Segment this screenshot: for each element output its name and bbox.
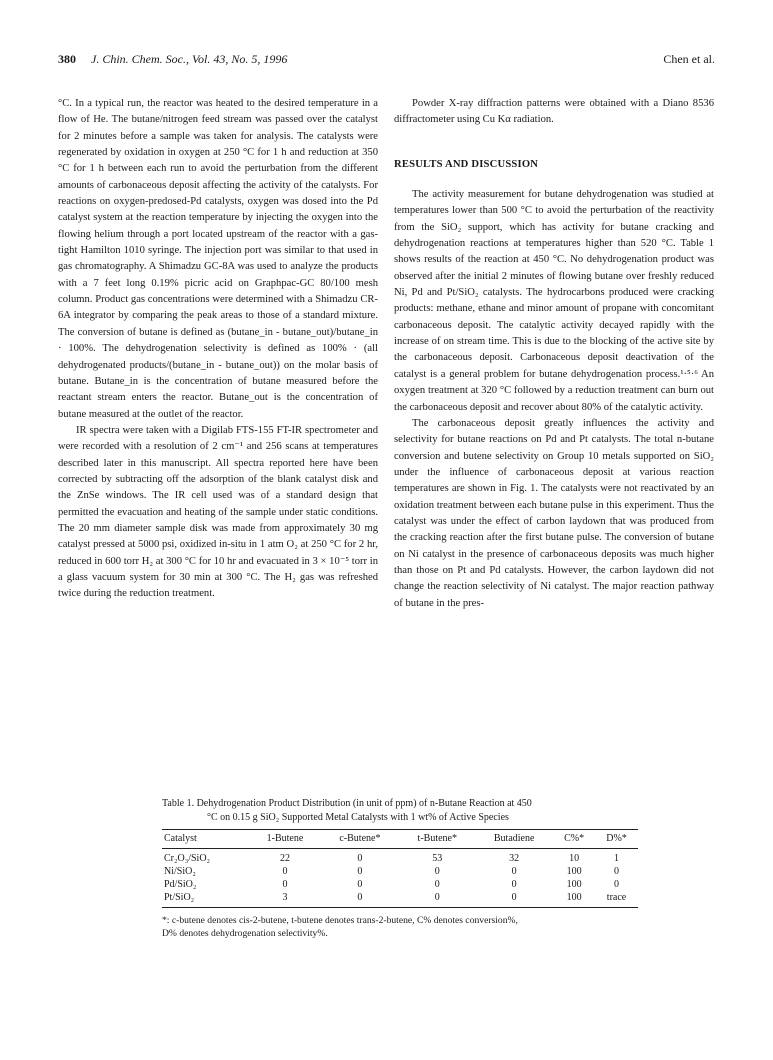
- page-number: 380: [58, 52, 76, 66]
- col-header: Butadiene: [475, 830, 553, 849]
- table-cell: 22: [279, 853, 290, 864]
- table-cell: 0: [511, 866, 517, 877]
- table-cell: 0: [434, 866, 440, 877]
- methods-paragraph-1: °C. In a typical run, the reactor was heated to the desired temperature in a flow of He. The butane/nitrogen feed stream was passed over the catalyst for 2 minutes before a sample was taken for analysis. The catalysts were regenerated by oxidation in oxygen at 250 °C for 1 h and reduction at 350 °C for 1 h between each run to avoid the perturbation from the different amounts of carbonaceous deposit affecting the activity of the catalysts. For reactions on oxygen-predosed-Pd catalysts, oxygen was dosed into the Pd catalyst system at the reaction temperature by injecting the oxygen into the flowing helium through a port located upstream of the reactor with a gas-tight Hamilton 1010 syringe. The injection port was similar to that used in gas chromatography. A Shimadzu GC-8A was used to analyze the products with a 7 feet long 0.19% picric acid on Graphpac-GC 80/100 mesh column. Product gas concentrations were determined with a Shimadzu CR-6A integrator by comparing the peak areas to those of a standard mixture. The conversion of butane is defined as (butane_in - butane_out)/butane_in · 100%. The dehydrogenation selectivity is defined as 100% · (all dehydrogenated products/(butane_in - butane_out)) on the molar basis of butane. Butane_in is the concentration of butane measured before the reactant stream enters the reactor. Butane_out is the concentration of butane measured at the outlet of the reactor.: [58, 98, 378, 420]
- table-caption-line-2: °C on 0.15 g SiO₂ Supported Metal Catalysts with 1 wt% of Active Species: [207, 812, 509, 823]
- table-row: [162, 878, 638, 891]
- table-footnote-line-1: *: c-butene denotes cis-2-butene, t-butene denotes trans-2-butene, C% denotes conversion%,: [162, 915, 518, 926]
- table-cell: trace: [606, 892, 627, 903]
- col-header: C%*: [553, 830, 595, 849]
- table-cell: 100: [566, 866, 582, 877]
- table-cell: 0: [282, 866, 288, 877]
- left-column: [58, 96, 378, 603]
- journal-citation: J. Chin. Chem. Soc., Vol. 43, No. 5, 1996: [91, 52, 288, 66]
- table-footnote: [162, 914, 638, 940]
- table-cell: 0: [434, 879, 440, 890]
- table-cell: 0: [357, 866, 363, 877]
- running-header: [58, 52, 715, 70]
- table-cell: Pt/SiO₂: [164, 892, 195, 903]
- data-table: [162, 829, 638, 908]
- table-cell: 0: [357, 853, 363, 864]
- table-footnote-line-2: D% denotes dehydrogenation selectivity%.: [162, 928, 328, 939]
- table-cell: 100: [566, 892, 582, 903]
- table-row: [162, 849, 638, 866]
- col-header: t-Butene*: [399, 830, 475, 849]
- section-heading: RESULTS AND DISCUSSION: [394, 158, 539, 170]
- results-paragraph-2: The carbonaceous deposit greatly influences the activity and selectivity for butane reactions on Pd and Pt catalysts. The total n-butane conversion and butene selectivity on Group 10 metals supported on SiO₂ under the influence of carbonaceous deposit at various reaction temperatures are shown in Fig. 1. The catalysts were not reactivated by an oxidation treatment between each butane pulse in this experiment. Thus the catalyst was under the effect of carbon laydown that was produced from the cracking reaction after the first butane pulse. The conversion of butane on Ni catalyst in the presence of carbonaceous deposits was much higher than those on Pt and Pd catalysts. However, the carbon laydown did not change the reaction selectivity of Ni catalyst. The major reaction pathway of butane in the pres-: [394, 417, 714, 609]
- table-cell: 0: [511, 879, 517, 890]
- table-cell: Ni/SiO₂: [164, 866, 196, 877]
- table-cell: 0: [434, 892, 440, 903]
- table-row: [162, 865, 638, 878]
- running-authors: Chen et al.: [663, 52, 715, 66]
- table-cell: 32: [509, 853, 520, 864]
- table-cell: 0: [614, 866, 620, 877]
- table-header-row: [162, 830, 638, 849]
- table-1: [162, 797, 638, 940]
- table-cell: 0: [614, 879, 620, 890]
- table-cell: 53: [432, 853, 443, 864]
- results-paragraph-1: The activity measurement for butane dehydrogenation was studied at temperatures lower than 500 °C to avoid the perturbation of the reactivity from the SiO₂ support, which has activity for butane cracking and dehydrogenation reactions at temperatures higher than 520 °C. Table 1 shows results of the reaction at 450 °C. No dehydrogenation product was observed after the initial 2 minutes of flowing butane over freshly reduced Ni, Pd and Pt/SiO₂ catalysts. The hydrocarbons produced were cracking products: methane, ethane and minor amount of propane with concomitant carbonaceous deposit. The catalytic activity decayed rapidly with the increase of on stream time. This is due to the blocking of the active site by the carbonaceous deposit. Carbonaceous deposit deactivation of the catalyst is a general problem for butane dehydrogenation process.¹·⁵·⁶ An oxygen treatment at 320 °C followed by a reduction treatment can burn out the carbonaceous deposit and recover about 80% of the catalytic activity.: [394, 189, 714, 413]
- table-cell: 0: [282, 879, 288, 890]
- xrd-paragraph: Powder X-ray diffraction patterns were obtained with a Diano 8536 diffractometer using Cu Kα radiation.: [394, 98, 714, 126]
- col-header: 1-Butene: [249, 830, 320, 849]
- col-header: c-Butene*: [321, 830, 400, 849]
- table-caption-line-1: Table 1. Dehydrogenation Product Distribution (in unit of ppm) of n-Butane Reaction at 450: [162, 798, 532, 809]
- table-cell: 0: [357, 892, 363, 903]
- table-caption: [162, 797, 638, 825]
- table-cell: 0: [357, 879, 363, 890]
- table-cell: 3: [282, 892, 288, 903]
- table-cell: Cr₂O₃/SiO₂: [164, 853, 211, 864]
- table-cell: Pd/SiO₂: [164, 879, 197, 890]
- right-column: [394, 96, 714, 612]
- table-cell: 100: [566, 879, 582, 890]
- ir-methods-paragraph: IR spectra were taken with a Digilab FTS-155 FT-IR spectrometer and were recorded with a resolution of 2 cm⁻¹ and 256 scans at temperatures described later in this manuscript. All spectra reported here have been corrected by subtracting off the adsorption of the blank catalyst disk and the ZnSe windows. The IR cell used was of a standard design that permitted the evacuation and heating of the sample under static conditions. The 20 mm diameter sample disk was made from approximately 30 mg catalyst pressed at 5000 psi, oxidized in-situ in 1 atm O₂ at 250 °C for 2 hr, reduced in 600 torr H₂ at 300 °C for 10 hr and evacuated in 3 × 10⁻⁵ torr in a glass vacuum system for 30 min at 300 °C. The H₂ gas was refreshed twice during the reduction treatment.: [58, 424, 378, 600]
- table-row: [162, 891, 638, 908]
- table-cell: 10: [569, 853, 580, 864]
- table-cell: 1: [614, 853, 620, 864]
- col-header: Catalyst: [162, 830, 249, 849]
- col-header: D%*: [595, 830, 638, 849]
- table-cell: 0: [511, 892, 517, 903]
